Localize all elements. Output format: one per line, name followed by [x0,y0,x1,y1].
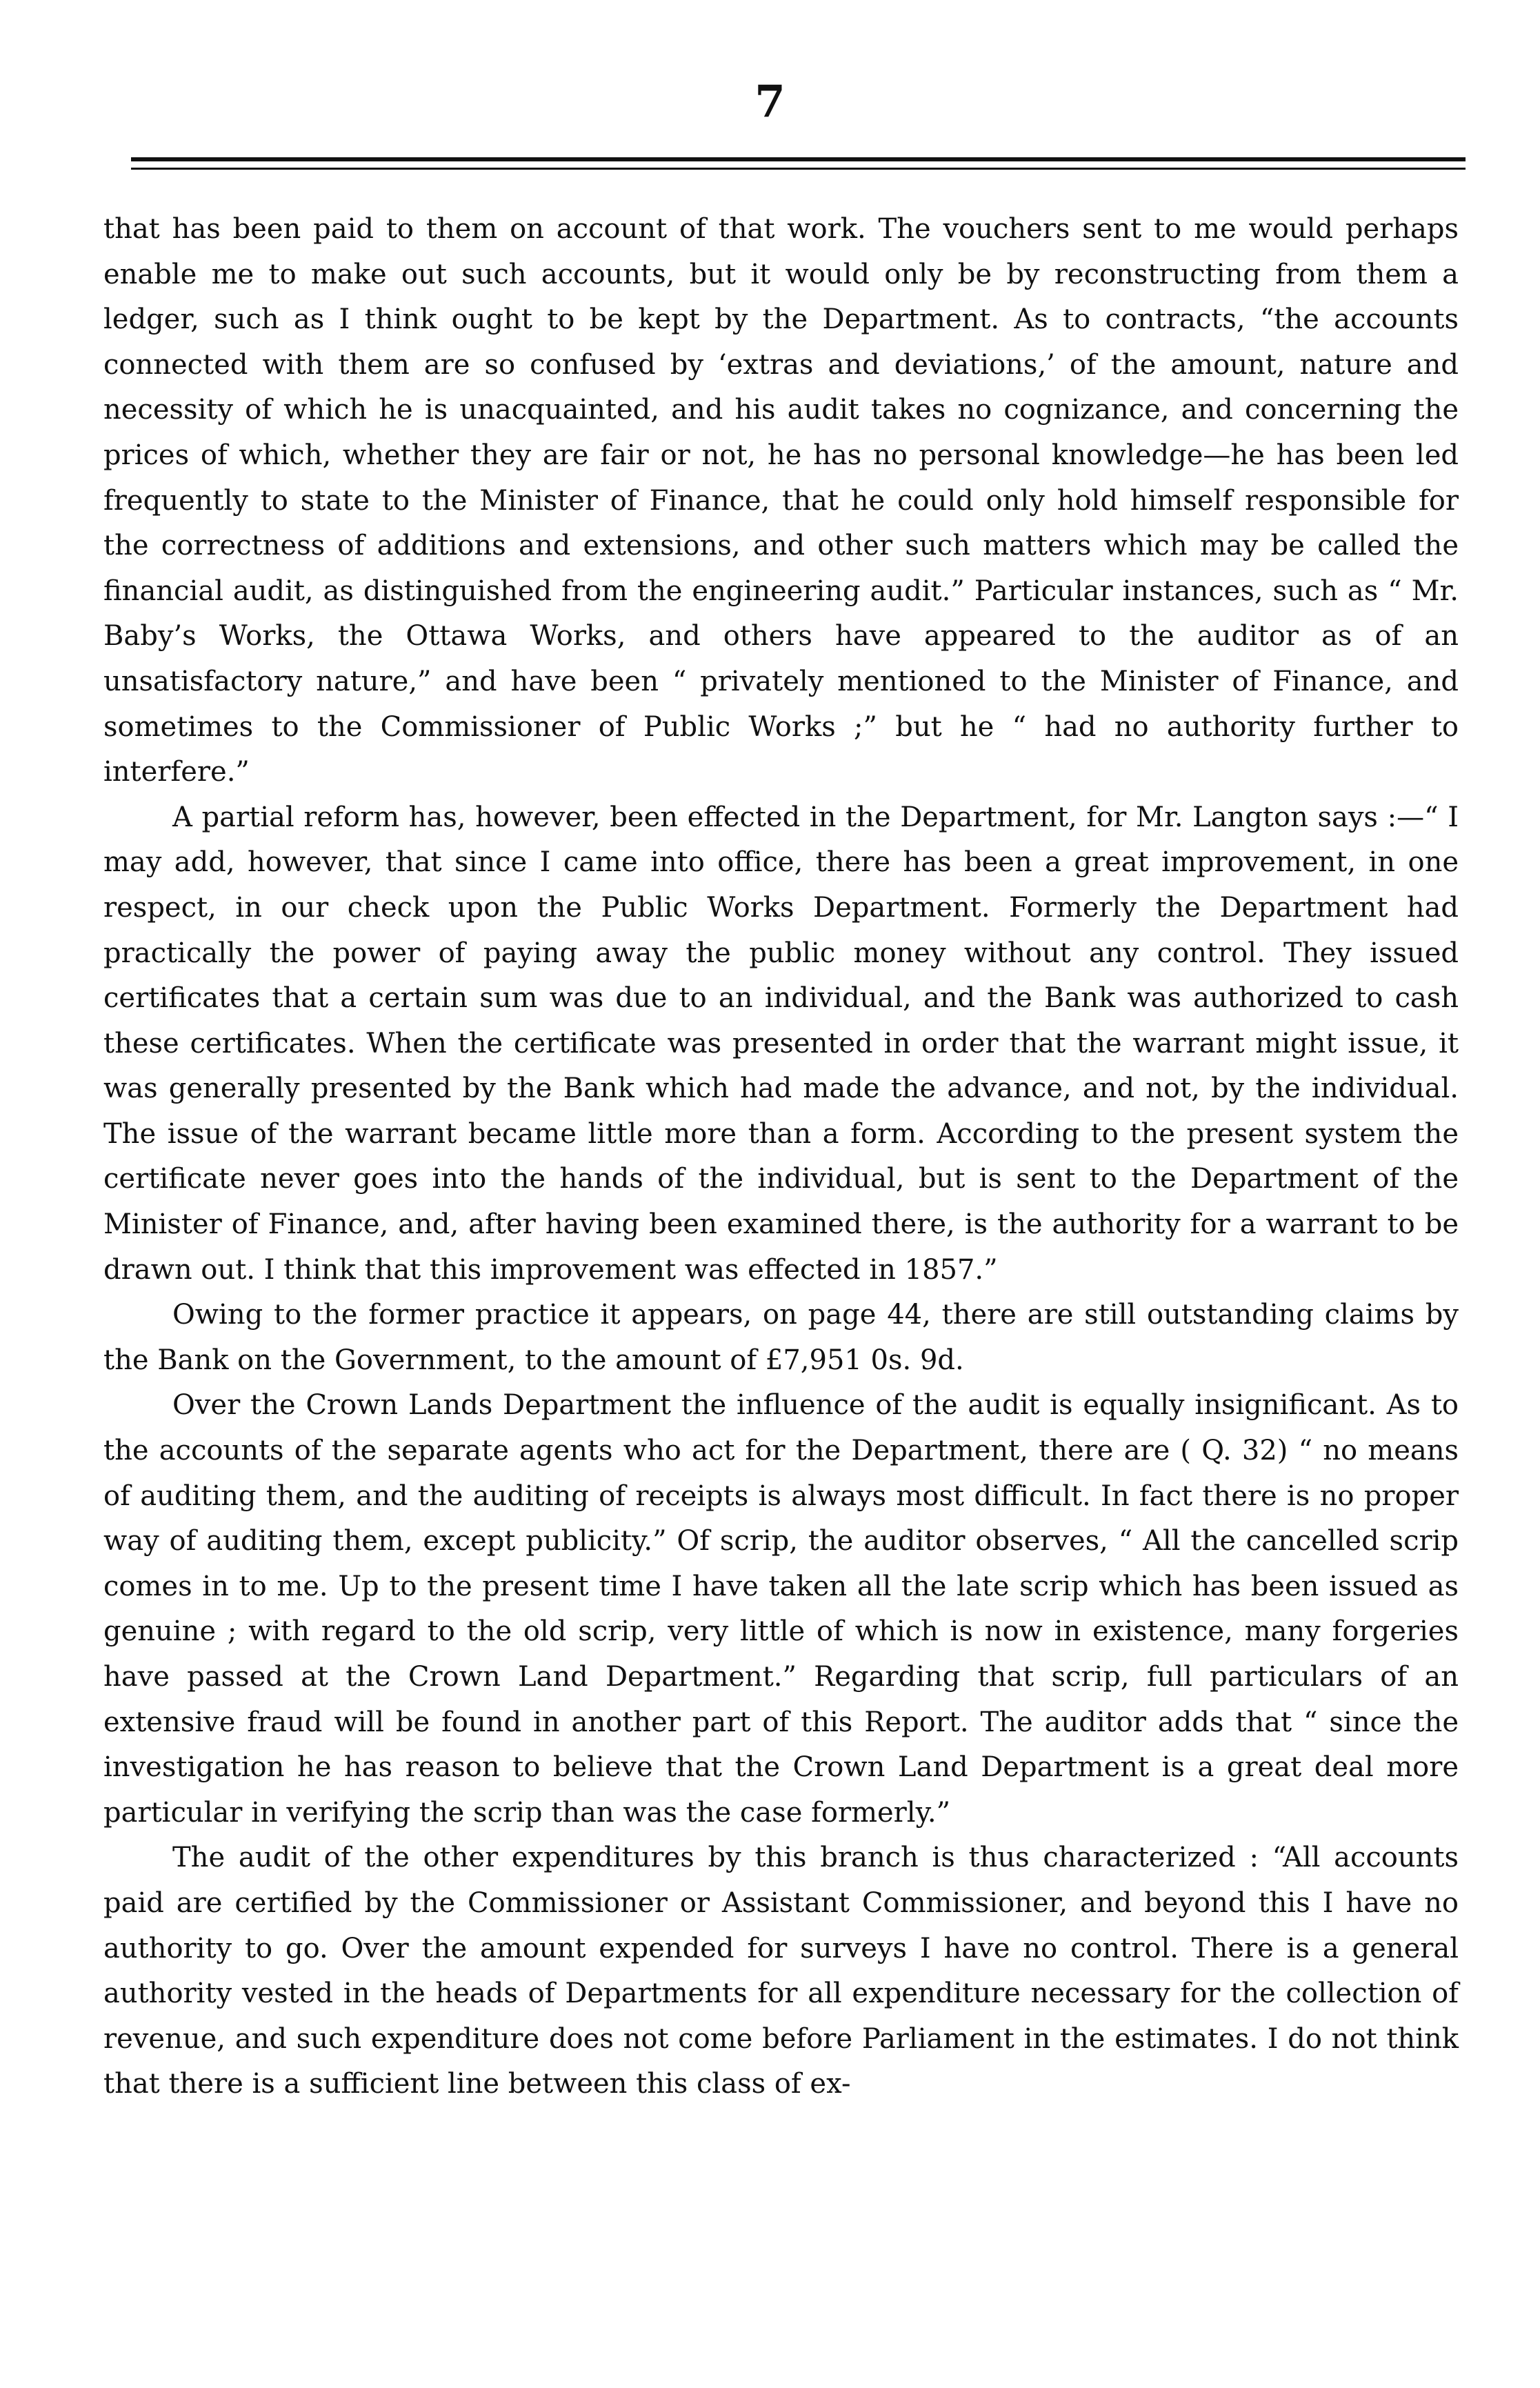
paragraph-5: The audit of the other expenditures by this branch is thus characterized : “All accounts paid are certified by the Commissioner or Assistant Commissioner, and beyond this I have no authority to go. Over the amount expended for surveys I have no control. There is a general authority vested in the heads of Departments for all expenditure necessary for the collection of revenue, and such expenditure does not come before Parliament in the estimates. I do not think that there is a sufficient line between this class of ex- [103,1842,1459,2100]
paragraph-2: A partial reform has, however, been effected in the Department, for Mr. Langton says :—“ I may add, however, that since I came into office, there has been a great improvement, in one respect, in our check upon the Public Works Department. Formerly the Department had practically the power of paying away the public money without any control. They issued certificates that a certain sum was due to an individual, and the Bank was authorized to cash these certificates. When the certificate was presented in order that the warrant might issue, it was generally presented by the Bank which had made the advance, and not, by the individual. The issue of the warrant became little more than a form. According to the present system the certificate never goes into the hands of the individual, but is sent to the Department of the Minister of Finance, and, after having been examined there, is the authority for a warrant to be drawn out. I think that this improvement was effected in 1857.” [103,801,1459,1286]
header-rule-thick [131,157,1466,161]
header-rule-thin [131,168,1466,170]
paragraph-1: that has been paid to them on account of that work. The vouchers sent to me would perhaps enable me to make out such accounts, but it would only be by reconstructing from them a ledger, such as I think ought to be kept by the Department. As to contracts, “the accounts connected with them are so confused by ‘extras and deviations,’ of the amount, nature and necessity of which he is unacquainted, and his audit takes no cognizance, and concerning the prices of which, whether they are fair or not, he has no personal knowledge—he has been led frequently to state to the Minister of Finance, that he could only hold himself responsible for the correctness of additions and extensions, and other such matters which may be called the financial audit, as distinguished from the engineering audit.” Particular instances, such as “ Mr. Baby’s Works, the Ottawa Works, and others have appeared to the auditor as of an unsatisfactory nature,” and have been “ privately mentioned to the Minister of Finance, and sometimes to the Commissioner of Public Works ;” but he “ had no authority further to interfere.” [103,213,1459,788]
paragraph-3: Owing to the former practice it appears, on page 44, there are still outstanding claims by the Bank on the Government, to the amount of £7,951 0s. 9d. [103,1299,1459,1376]
body-text [103,207,1459,2107]
paragraph-4: Over the Crown Lands Department the influence of the audit is equally insignificant. As to the accounts of the separate agents who act for the Department, there are ( Q. 32) “ no means of auditing them, and the auditing of receipts is always most difficult. In fact there is no proper way of auditing them, except publicity.” Of scrip, the auditor observes, “ All the cancelled scrip comes in to me. Up to the present time I have taken all the late scrip which has been issued as genuine ; with regard to the old scrip, very little of which is now in existence, many forgeries have passed at the Crown Land Department.” Regarding that scrip, full particulars of an extensive fraud will be found in another part of this Report. The auditor adds that “ since the investigation he has reason to believe that the Crown Land Department is a great deal more particular in verifying the scrip than was the case formerly.” [103,1389,1459,1829]
page-number: 7 [754,76,786,128]
